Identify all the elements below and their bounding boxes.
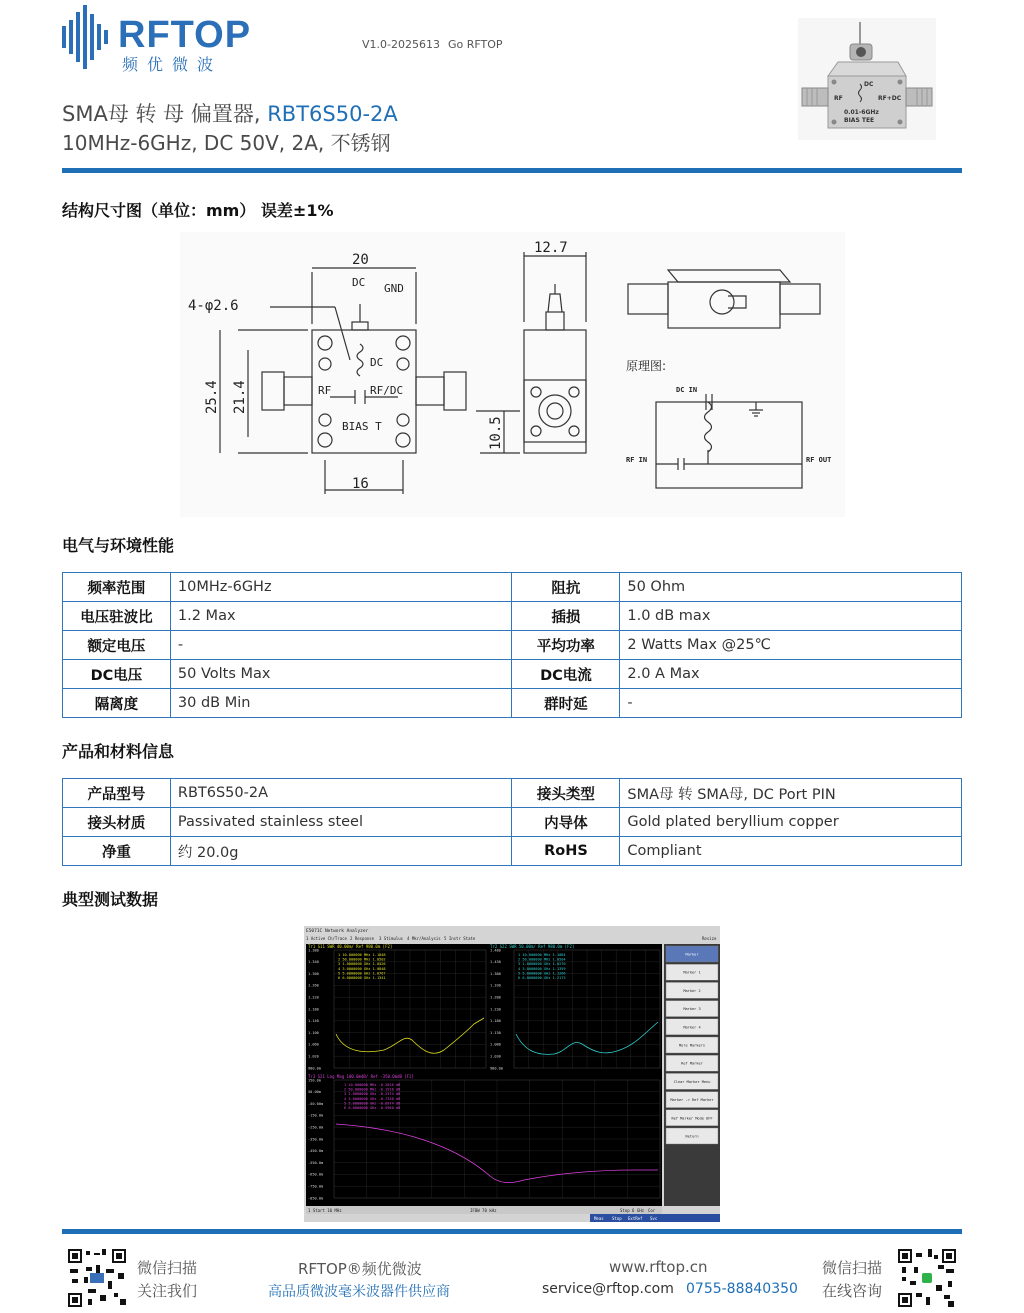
y-tick-label: 1.300 [308, 971, 319, 976]
product-subtitle: 10MHz-6GHz, DC 50V, 2A, 不锈钢 [62, 131, 391, 155]
y-tick-label: 1.380 [490, 971, 501, 976]
spec-value: 1.2 Max [170, 602, 512, 631]
analyzer-title: E5071C Network Analyzer [306, 929, 369, 934]
analyzer-resize: Resize [702, 936, 717, 941]
y-tick-label: 1.130 [490, 1030, 501, 1035]
spec-label: 接头类型 [512, 779, 620, 808]
trace3-header: Tr3 S21 Log Mag 100.0mdB/ Ref -350.0mdB [F2] [308, 1074, 414, 1079]
dim-center: 10.5 [488, 416, 504, 450]
product-model: RBT6S50-2A [267, 102, 398, 126]
spec-value: - [620, 689, 962, 718]
spec-value: 30 dB Min [170, 689, 512, 718]
analyzer-start: 1 Start 10 MHz [308, 1208, 342, 1213]
section-title-material: 产品和材料信息 [62, 742, 175, 761]
footer-wechat-scan-2: 微信扫描 [822, 1259, 883, 1277]
y-tick-label: 1.380 [308, 948, 319, 953]
table-row [63, 837, 962, 866]
spec-value: Compliant [620, 837, 962, 866]
spec-value: 50 Volts Max [170, 660, 512, 689]
y-tick-label: 980.0m [490, 1066, 503, 1071]
dim-hole: 4-φ2.6 [188, 298, 239, 314]
spec-label: DC电流 [512, 660, 620, 689]
spec-value: 10MHz-6GHz [170, 573, 512, 602]
softkey-label: Marker 4 [683, 1025, 701, 1030]
y-tick-label: 1.280 [490, 995, 501, 1000]
softkey-label: Marker 2 [683, 988, 701, 993]
y-tick-label: -150.0m [308, 1113, 324, 1118]
y-tick-label: 1.230 [490, 1007, 501, 1012]
softkey-label: Marker 1 [683, 970, 701, 975]
analyzer-menu-item: 1 Active Ch/Trace [306, 936, 347, 941]
qr-code-consult[interactable] [898, 1249, 956, 1307]
schematic-rf-out: RF OUT [806, 456, 832, 464]
spec-label: RoHS [512, 837, 620, 866]
y-tick-label: -850.0m [308, 1196, 324, 1201]
marker-readout: 3 1.0000000 GHz 1.0426 [338, 962, 386, 967]
spec-label: 阻抗 [512, 573, 620, 602]
marker-readout: 1 10.000000 MHz 1.1084 [518, 953, 566, 957]
dim-height: 25.4 [204, 380, 220, 414]
product-title-prefix: SMA母 转 母 偏置器, [62, 102, 268, 126]
trace1-header: Tr1 S11 SWR 40.00m/ Ref 980.0m [F2] [308, 944, 393, 949]
footer-slogan: 高品质微波毫米波器件供应商 [268, 1284, 450, 1300]
footer-email[interactable]: service@rftop.com [542, 1281, 674, 1297]
section-title-dimensions: 结构尺寸图（单位：mm） 误差±1% [62, 201, 334, 220]
spec-label: 净重 [63, 837, 171, 866]
label-bias-t: BIAS T [342, 420, 382, 433]
marker-readout: 1 10.000000 MHz -0.2816 dB [344, 1083, 401, 1087]
spec-value: 2 Watts Max @25℃ [620, 631, 962, 660]
spec-value: Passivated stainless steel [170, 808, 512, 837]
marker-readout: 4 3.0000000 GHz -0.7338 dB [344, 1096, 401, 1101]
y-tick-label: 50.00m [308, 1090, 321, 1095]
footer-consult: 在线咨询 [822, 1282, 883, 1300]
table-row [63, 779, 962, 808]
table-row [63, 631, 962, 660]
marker-readout: 5 5.0000000 GHz 1.1266 [518, 971, 566, 976]
spec-value: - [170, 631, 512, 660]
dim-side-width: 12.7 [534, 240, 568, 256]
electrical-spec-table [62, 572, 962, 718]
marker-readout: 4 3.0000000 GHz 1.1359 [518, 966, 566, 971]
marker-readout: 6 6.0000000 GHz 1.2173 [518, 976, 566, 980]
spec-value: 2.0 A Max [620, 660, 962, 689]
analyzer-stop: Stop 6 GHz [620, 1208, 645, 1213]
schematic-title: 原理图: [626, 359, 667, 373]
footer-phone: 0755-88840350 [686, 1281, 798, 1297]
spec-label: 额定电压 [63, 631, 171, 660]
table-row [63, 808, 962, 837]
marker-readout: 6 6.0000000 GHz 1.1341 [338, 976, 386, 980]
analyzer-cor: Cor [648, 1208, 656, 1213]
spec-value: 50 Ohm [620, 573, 962, 602]
material-spec-table [62, 778, 962, 866]
network-analyzer-screenshot [304, 926, 720, 1222]
label-rf: RF [318, 384, 332, 397]
spec-value: Gold plated beryllium copper [620, 808, 962, 837]
version-number: V1.0-2025613 [362, 38, 440, 51]
y-tick-label: 1.100 [308, 1030, 319, 1035]
marker-readout: 3 1.0000000 GHz 1.0270 [518, 962, 566, 967]
label-gnd: GND [384, 282, 404, 295]
footer-website[interactable]: www.rftop.cn [609, 1258, 708, 1276]
brand-link[interactable]: Go RFTOP [447, 38, 503, 51]
label-dc-pin: DC [352, 276, 366, 289]
marker-readout: 2 50.000000 MHz 1.0502 [338, 957, 386, 962]
analyzer-menu-item: 5 Instr State [444, 936, 476, 941]
footer-follow-us: 关注我们 [137, 1282, 198, 1300]
softkey-label: Ref Marker Mode OFF [671, 1116, 713, 1121]
schematic-dc-in: DC IN [676, 386, 698, 394]
dim-width: 20 [352, 252, 369, 268]
softkey-label: Return [685, 1134, 699, 1139]
marker-readout: 1 10.000000 MHz 1.1048 [338, 953, 386, 957]
y-tick-label: 1.020 [308, 1054, 319, 1059]
photo-label-freq: 0.01-6GHz [844, 109, 879, 116]
y-tick-label: 1.480 [490, 948, 501, 953]
y-tick-label: 980.0m [308, 1066, 321, 1071]
spec-label: 内导体 [512, 808, 620, 837]
spec-value: SMA母 转 SMA母, DC Port PIN [620, 779, 962, 808]
y-tick-label: -450.0m [308, 1149, 324, 1154]
analyzer-menu-item: 2 Response [350, 936, 375, 941]
softkey-label: Marker -> Ref Marker [670, 1098, 714, 1103]
y-tick-label: 1.030 [490, 1054, 501, 1059]
table-row [63, 602, 962, 631]
marker-readout: 5 5.0000000 GHz 1.0767 [338, 971, 386, 976]
y-tick-label: -650.0m [308, 1172, 324, 1177]
dim-hole-width: 16 [352, 476, 369, 492]
photo-label-rf: RF [834, 95, 843, 102]
spec-value: RBT6S50-2A [170, 779, 512, 808]
y-tick-label: -750.0m [308, 1184, 324, 1189]
y-tick-label: 1.260 [308, 983, 319, 988]
y-tick-label: 1.140 [308, 1019, 319, 1024]
label-rfdc: RF/DC [370, 384, 404, 397]
trace2-header: Tr2 S22 SWR 50.00m/ Ref 980.0m [F2] [490, 944, 575, 949]
photo-label-biastee: BIAS TEE [844, 117, 875, 124]
dim-hole-height: 21.4 [232, 380, 248, 414]
photo-label-rfdc: RF+DC [878, 95, 902, 102]
status-extref: ExtRef [628, 1216, 643, 1221]
softkey-label: Clear Marker Menu [673, 1079, 711, 1084]
softkey-label: Marker 3 [683, 1007, 701, 1012]
logo-chinese-name: 频优微波 [122, 55, 223, 74]
product-title [62, 98, 398, 128]
spec-label: 电压驻波比 [63, 602, 171, 631]
logo-wordmark: RFTOP [118, 14, 252, 56]
y-tick-label: -550.0m [308, 1160, 324, 1165]
table-row [63, 573, 962, 602]
spec-label: 插损 [512, 602, 620, 631]
spec-label: 产品型号 [63, 779, 171, 808]
y-tick-label: -250.0m [308, 1125, 324, 1130]
spec-label: 频率范围 [63, 573, 171, 602]
table-row [63, 689, 962, 718]
marker-readout: 5 5.0000000 GHz -0.6974 dB [344, 1101, 401, 1106]
table-row [63, 660, 962, 689]
y-tick-label: 150.0m [308, 1078, 321, 1083]
spec-value: 1.0 dB max [620, 602, 962, 631]
spec-label: 平均功率 [512, 631, 620, 660]
y-tick-label: -50.00m [308, 1101, 324, 1106]
status-meas: Meas [594, 1216, 604, 1221]
y-tick-label: 1.060 [308, 1042, 319, 1047]
analyzer-menu-item: 3 Stimulus [379, 936, 404, 941]
schematic-rf-in: RF IN [626, 456, 648, 464]
label-dc: DC [370, 356, 384, 369]
spec-value: 约 20.0g [170, 837, 512, 866]
y-tick-label: 1.330 [490, 983, 501, 988]
section-title-test: 典型测试数据 [62, 890, 159, 909]
section-title-electrical: 电气与环境性能 [62, 536, 175, 555]
qr-code-follow[interactable] [68, 1249, 126, 1307]
y-tick-label: -350.0m [308, 1137, 324, 1142]
y-tick-label: 1.220 [308, 995, 319, 1000]
softkey-label: Ref Marker [681, 1061, 703, 1066]
softkey-label: Marker [685, 952, 699, 957]
spec-label: 隔离度 [63, 689, 171, 718]
analyzer-ifbw: IFBW 70 kHz [470, 1208, 497, 1213]
analyzer-menu-item: 4 Mkr/Analysis [407, 936, 441, 941]
photo-label-dc: DC [864, 81, 874, 88]
marker-readout: 2 50.000000 MHz -0.1918 dB [344, 1087, 401, 1092]
status-stop: Stop [612, 1216, 622, 1221]
product-photo [798, 18, 936, 140]
marker-readout: 6 6.0000000 GHz -0.5960 dB [344, 1106, 401, 1110]
spec-label: DC电压 [63, 660, 171, 689]
header-divider [62, 168, 962, 173]
softkey-label: More Markers [679, 1043, 705, 1048]
y-tick-label: 1.080 [490, 1042, 501, 1047]
version-info [362, 38, 503, 51]
footer-brand: RFTOP®频优微波 [298, 1260, 422, 1278]
dimension-drawing [180, 232, 845, 517]
marker-readout: 4 3.0000000 GHz 1.0848 [338, 966, 386, 971]
marker-readout: 2 50.000000 MHz 1.0504 [518, 957, 566, 962]
marker-readout: 3 1.0000000 GHz -0.2374 dB [344, 1092, 401, 1097]
footer-divider [62, 1229, 962, 1234]
y-tick-label: 1.180 [308, 1007, 319, 1012]
spec-label: 接头材质 [63, 808, 171, 837]
y-tick-label: 1.340 [308, 960, 319, 965]
spec-label: 群时延 [512, 689, 620, 718]
y-tick-label: 1.430 [490, 960, 501, 965]
y-tick-label: 1.180 [490, 1019, 501, 1024]
status-svc: Svc [650, 1216, 658, 1221]
footer-wechat-scan: 微信扫描 [137, 1259, 198, 1277]
